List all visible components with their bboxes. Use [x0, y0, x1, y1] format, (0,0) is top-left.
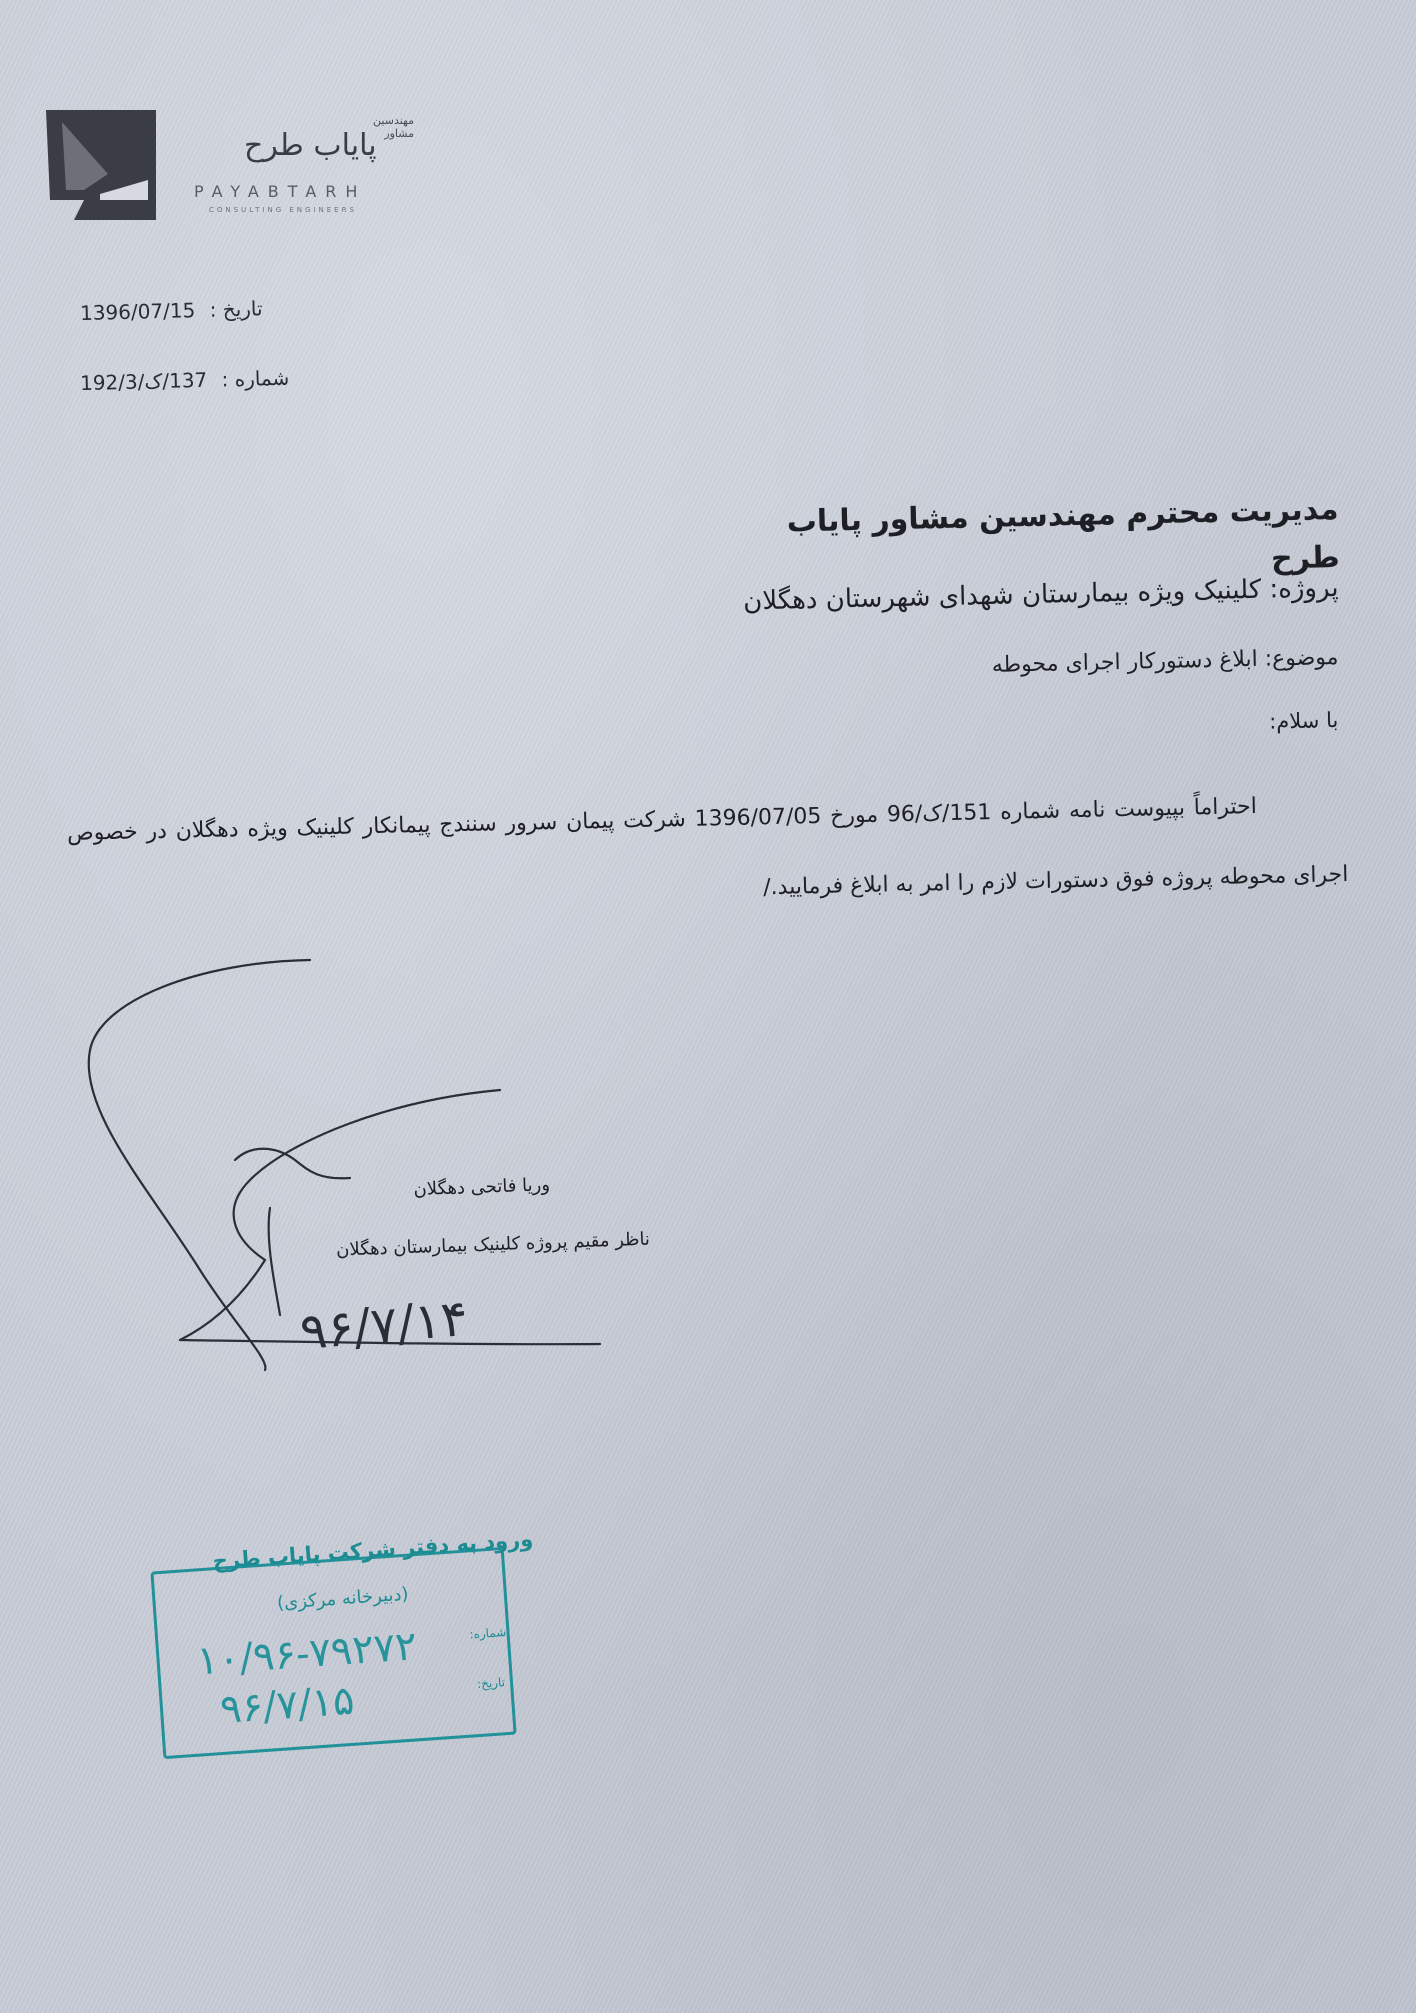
signer-name: وریا فاتحی دهگلان: [413, 1174, 551, 1201]
stamp-subtitle: (دبیرخانه مرکزی): [276, 1583, 410, 1614]
project-line: پروژه: کلینیک ویژه بیمارستان شهدای شهرستان دهگلان: [742, 572, 1339, 617]
number-value: 137/ک/192/3: [79, 367, 208, 396]
logo-mark-icon: [44, 108, 159, 220]
letter-number: [80, 365, 321, 395]
logo-tagline: CONSULTING ENGINEERS: [209, 206, 357, 214]
body-paragraph: احتراماً بپیوست نامه شماره 151/ک/96 مورخ 1396/07/05 شرکت پیمان سرور سنندج پیمانکار کلینیک ویژه دهگلان در خصوص اجرای محوطه پروژه فوق دستورات لازم را امر به ابلاغ فرمایید./: [66, 794, 1349, 901]
subject-line: موضوع: ابلاغ دستورکار اجرای محوطه: [991, 644, 1339, 678]
number-label: شماره :: [221, 365, 290, 392]
stamp-number-label: شماره:: [469, 1624, 507, 1642]
stamp-number: ۱۰/۹۶-۷۹۲۷۲: [195, 1623, 419, 1685]
logo-subtitle-fa: مهندسین مشاور: [373, 114, 414, 140]
company-logo: [44, 100, 414, 230]
addressee: مدیریت محترم مهندسین مشاور پایاب طرح: [786, 491, 1341, 577]
date-value: 1396/07/15: [79, 298, 196, 326]
date-label: تاریخ :: [209, 296, 263, 322]
stamp-date-label: تاریخ:: [476, 1675, 506, 1692]
receipt-stamp: [149, 1527, 547, 1763]
signature-date: ۹۶/۷/۱۴: [297, 1288, 471, 1362]
logo-name-fa: پایاب طرح: [244, 128, 377, 163]
logo-name-en: PAYABTARH: [194, 182, 367, 201]
stamp-date: ۹۶/۷/۱۵: [218, 1677, 356, 1734]
signer-title: ناظر مقیم پروژه کلینیک بیمارستان دهگلان: [335, 1228, 651, 1261]
stamp-title: ورود به دفتر شرکت پایاب طرح: [211, 1526, 534, 1574]
letter-date: [80, 295, 321, 325]
greeting: با سلام:: [1268, 708, 1339, 734]
